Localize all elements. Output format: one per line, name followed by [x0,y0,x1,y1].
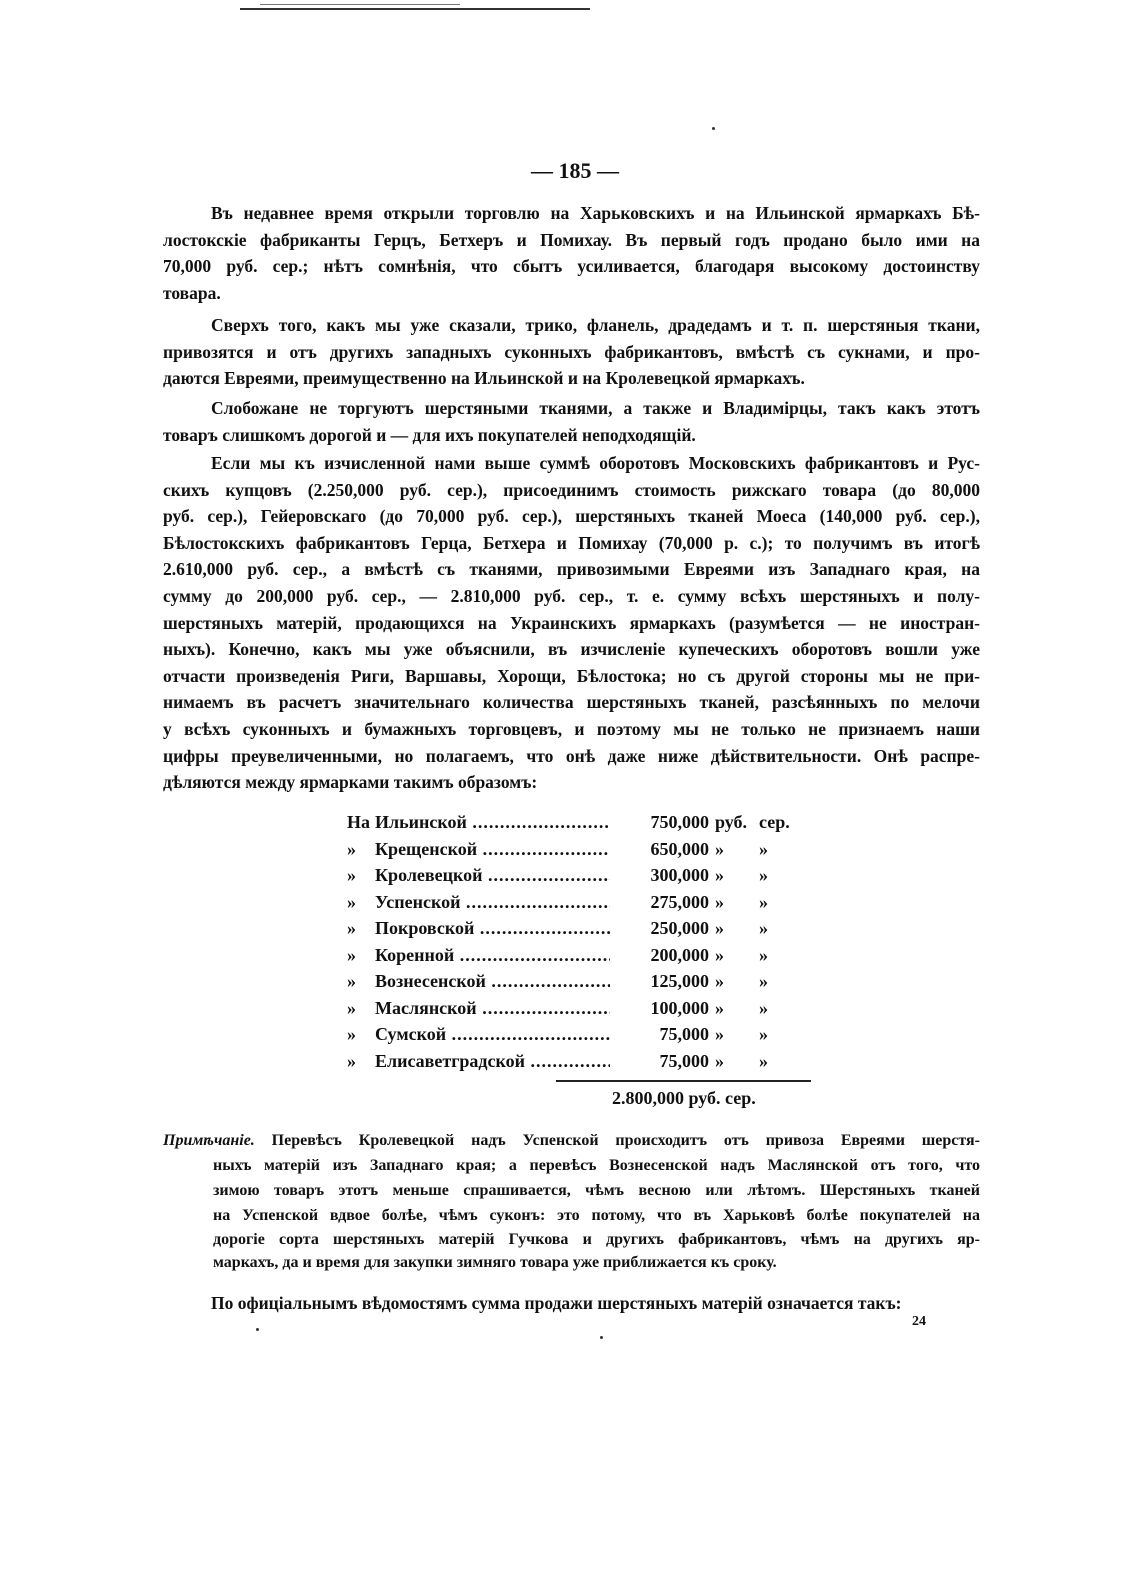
unit-ser: » [759,838,768,859]
row-prefix: На [347,812,371,832]
table-row [347,1051,817,1075]
scan-artifact-line [240,8,590,10]
unit-rub: » [715,838,724,859]
unit-ser: » [759,918,768,938]
row-prefix: » [347,1024,356,1044]
paragraph-line: цифры преувеличенными, но полагаемъ, что онѣ даже ниже дѣйствительности. Онѣ распре- [163,745,980,766]
note-line: дорогіе сорта шерстяныхъ матерій Гучкова и другихъ фабрикантовъ, чѣмъ на другихъ яр- [213,1231,980,1248]
table-row [347,998,817,1022]
table-row [347,971,817,995]
unit-rub: » [715,944,724,965]
row-prefix: » [347,997,356,1018]
paragraph-line: Въ недавнее время открыли торговлю на Харьковскихъ и на Ильинской ярмаркахъ Бѣ- [211,203,980,223]
unit-ser: » [759,1024,768,1044]
paragraph-line: сумму до 200,000 руб. сер., — 2.810,000 руб. сер., т. е. сумму всѣхъ шерстяныхъ и полу- [163,586,980,606]
paragraph-line: нимаемъ въ расчетъ значительнаго количества шерстяныхъ тканей, разсѣянныхъ по мелочи [163,692,980,713]
unit-rub: » [715,971,724,991]
amount: 200,000 [617,945,709,966]
row-prefix: » [347,918,356,938]
table-row [347,918,817,942]
scan-speck [712,127,715,130]
row-prefix: » [347,1050,356,1071]
amount: 275,000 [617,892,709,913]
note-line [163,1130,980,1152]
paragraph-line: Если мы къ изчисленной нами выше суммѣ оборотовъ Московскихъ фабрикантовъ и Рус- [211,453,980,473]
paragraph-line: 2.610,000 руб. сер., а вмѣстѣ съ тканями, привозимыми Евреями изъ Западнаго края, на [163,559,980,580]
paragraph-line: товара. [163,282,221,303]
note-text: Перевѣсъ Кролевецкой надъ Успенской происходитъ отъ привоза Евреями шерстя- [271,1132,981,1149]
unit-ser: сер. [759,812,790,832]
fair-name: Сумской ..... [375,1024,610,1045]
paragraph-line: лостокскіе фабриканты Герцъ, Бетхеръ и Помихау. Въ первый годъ продано было ими на [163,229,980,250]
sum-rule [556,1080,811,1082]
paragraph-line: привозятся и отъ другихъ западныхъ суконныхъ фабрикантовъ, вмѣстѣ съ сукнами, и про- [163,341,980,362]
table-total: 2.800,000 руб. сер. [612,1088,756,1108]
amount: 125,000 [617,971,709,992]
paragraph-line: отчасти произведенія Риги, Варшавы, Хорощи, Бѣлостока; но съ другой стороны мы не при- [163,665,980,686]
paragraph-line: у всѣхъ суконныхъ и бумажныхъ торговцевъ, и поэтому мы не только не признаемъ наши [163,719,980,739]
fair-name: Ильинской ..... [375,812,610,833]
paragraph-line: даются Евреями, преимущественно на Ильинской и на Кролевецкой ярмаркахъ. [163,368,805,389]
paragraph-line: дѣляются между ярмарками такимъ образомъ: [163,772,538,793]
closing-line: По офиціальнымъ вѣдомостямъ сумма продажи шерстяныхъ матерій означается такъ: [211,1293,902,1313]
unit-rub: » [715,997,724,1018]
table-row [347,945,817,969]
fair-name: Коренной ..... [375,945,610,966]
amount: 75,000 [617,1024,709,1045]
unit-rub: » [715,1024,724,1044]
fair-name: Покровской ..... [375,918,610,939]
paragraph-line: руб. сер.), Гейеровскаго (до 70,000 руб. сер.), шерстяныхъ тканей Моеса (140,000 руб. сер.), [163,506,980,527]
amount: 100,000 [617,998,709,1019]
row-prefix: » [347,891,356,912]
note-label: Примѣчаніе. [163,1132,255,1149]
unit-rub: » [715,865,724,885]
table-row [347,1024,817,1048]
unit-ser: » [759,971,768,991]
amount: 300,000 [617,865,709,886]
unit-rub: » [715,1050,724,1071]
paragraph-line: Бѣлостокскихъ фабрикантовъ Герца, Бетхера и Помихау (70,000 р. с.); то получимъ въ итогѣ [163,532,980,553]
row-prefix: » [347,944,356,965]
unit-rub: руб. [715,812,748,832]
unit-ser: » [759,891,768,912]
amount: 75,000 [617,1051,709,1072]
fair-name: Успенской ..... [375,892,610,913]
paragraph-line: шерстяныхъ матерій, продающихся на Украинскихъ ярмаркахъ (разумѣется — не иностран- [163,612,980,633]
paragraph-line: товаръ слишкомъ дорогой и — для ихъ покупателей неподходящій. [163,424,696,445]
row-prefix: » [347,838,356,859]
table-row [347,812,817,836]
fair-name: Елисаветградской ..... [375,1051,610,1072]
row-prefix: » [347,865,356,885]
note-line: ныхъ матерій изъ Западнаго края; а перевѣсъ Вознесенской надъ Маслянской отъ того, что [213,1157,980,1174]
paragraph-line: 70,000 руб. сер.; нѣтъ сомнѣнія, что сбытъ усиливается, благодаря высокому достоинству [163,256,980,277]
unit-rub: » [715,891,724,912]
unit-ser: » [759,944,768,965]
unit-ser: » [759,865,768,885]
note-line: на Успенской вдвое болѣе, чѣмъ суконъ: это потому, что въ Харьковѣ болѣе покупателей на [213,1207,980,1224]
fair-name: Кролевецкой ..... [375,865,610,886]
scan-speck [600,1336,603,1339]
fair-name: Маслянской ..... [375,998,610,1019]
table-row [347,892,817,916]
scan-artifact-line [260,4,460,5]
unit-ser: » [759,1050,768,1071]
row-prefix: » [347,971,356,991]
table-row [347,839,817,863]
note-line: зимою товаръ этотъ меньше спрашивается, чѣмъ весною или лѣтомъ. Шерстяныхъ тканей [213,1182,980,1199]
scan-speck [256,1328,259,1331]
amount: 250,000 [617,918,709,939]
unit-ser: » [759,997,768,1018]
unit-rub: » [715,918,724,938]
paragraph-line: Сверхъ того, какъ мы уже сказали, трико, фланель, драдедамъ и т. п. шерстяныя ткани, [211,315,980,335]
amount: 750,000 [617,812,709,833]
fair-name: Вознесенской ..... [375,971,610,992]
paragraph-line: скихъ купцовъ (2.250,000 руб. сер.), присоединимъ стоимость рижскаго товара (до 80,000 [163,479,980,500]
page-number: — 185 — [531,158,619,183]
amount: 650,000 [617,839,709,860]
note-line: маркахъ, да и время для закупки зимняго товара уже приближается къ сроку. [213,1254,777,1271]
fair-name: Крещенской ..... [375,839,610,860]
signature-mark: 24 [912,1314,926,1329]
paragraph-line: ныхъ). Конечно, какъ мы уже объяснили, въ изчисленіе купеческихъ оборотовъ вошли уже [163,639,980,660]
paragraph-line: Слобожане не торгуютъ шерстяными тканями, а также и Владимірцы, такъ какъ этотъ [211,398,980,418]
table-row [347,865,817,889]
